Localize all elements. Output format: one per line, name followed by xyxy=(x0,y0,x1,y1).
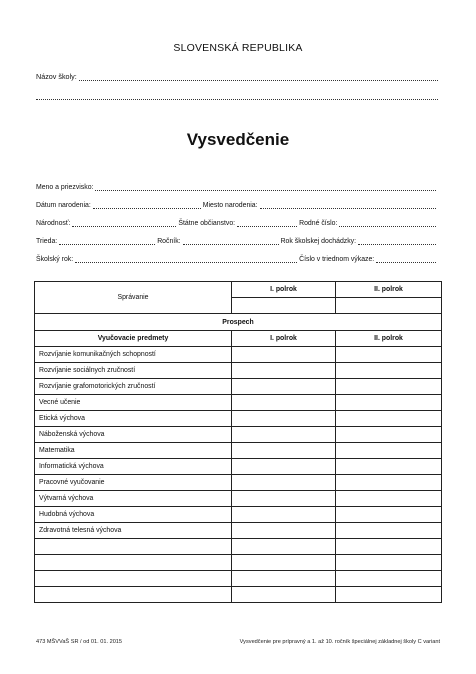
subject-half1-grade[interactable] xyxy=(232,379,336,395)
subject-row xyxy=(35,347,442,363)
subject-half1-grade[interactable] xyxy=(232,491,336,507)
subject-row xyxy=(35,587,442,603)
subject-name xyxy=(35,539,232,555)
attendance-year-label: Rok školskej dochádzky: xyxy=(280,238,357,245)
attendance-year-line xyxy=(358,237,436,245)
subject-half1-grade[interactable] xyxy=(232,475,336,491)
subject-half2-grade[interactable] xyxy=(336,395,442,411)
subject-row xyxy=(35,539,442,555)
subject-name: Informatická výchova xyxy=(35,459,232,475)
subject-row xyxy=(35,475,442,491)
subject-half1-grade[interactable] xyxy=(232,395,336,411)
subject-name: Rozvíjanie grafomotorických zručností xyxy=(35,379,232,395)
subject-half1-grade[interactable] xyxy=(232,427,336,443)
birth-number-label: Rodné číslo: xyxy=(299,220,338,227)
subject-name xyxy=(35,587,232,603)
subject-half1-grade[interactable] xyxy=(232,347,336,363)
subject-half2-grade[interactable] xyxy=(336,491,442,507)
subject-name xyxy=(35,571,232,587)
progress-label: Prospech xyxy=(35,314,442,331)
nationality-line xyxy=(72,219,176,227)
subject-half1-grade[interactable] xyxy=(232,571,336,587)
subject-name: Etická výchova xyxy=(35,411,232,427)
subject-half2-grade[interactable] xyxy=(336,587,442,603)
subject-name: Rozvíjanie komunikačných schopností xyxy=(35,347,232,363)
subject-row xyxy=(35,443,442,459)
subject-name: Náboženská výchova xyxy=(35,427,232,443)
citizenship-line xyxy=(237,219,297,227)
subject-half2-grade[interactable] xyxy=(336,427,442,443)
subjects-half1-header: I. polrok xyxy=(232,331,336,347)
subject-name: Matematika xyxy=(35,443,232,459)
school-name-line-2[interactable] xyxy=(36,92,438,100)
subject-half1-grade[interactable] xyxy=(232,587,336,603)
subject-half2-grade[interactable] xyxy=(336,363,442,379)
subject-name xyxy=(35,555,232,571)
subject-row xyxy=(35,395,442,411)
class-row[interactable] xyxy=(36,237,438,245)
subject-row xyxy=(35,363,442,379)
subject-name: Zdravotná telesná výchova xyxy=(35,523,232,539)
subject-half1-grade[interactable] xyxy=(232,443,336,459)
class-label: Trieda: xyxy=(36,238,58,245)
school-name-field[interactable] xyxy=(36,72,438,81)
subject-half1-grade[interactable] xyxy=(232,363,336,379)
subject-row xyxy=(35,571,442,587)
register-number-label: Číslo v triednom výkaze: xyxy=(299,256,375,263)
grade-label: Ročník: xyxy=(157,238,181,245)
document-title: Vysvedčenie xyxy=(186,130,290,149)
nationality-label: Národnosť: xyxy=(36,220,71,227)
subject-half2-grade[interactable] xyxy=(336,379,442,395)
subjects-half2-header: II. polrok xyxy=(336,331,442,347)
subject-row xyxy=(35,555,442,571)
subject-half1-grade[interactable] xyxy=(232,555,336,571)
behavior-label: Správanie xyxy=(35,282,232,314)
progress-row xyxy=(35,314,442,331)
footer-form-code: 473 MŠVVaŠ SR / od 01. 01. 2015 xyxy=(36,639,123,645)
subject-row xyxy=(35,411,442,427)
subjects-header: Vyučovacie predmety xyxy=(35,331,232,347)
nationality-row[interactable] xyxy=(36,219,438,227)
subject-row xyxy=(35,427,442,443)
subject-half2-grade[interactable] xyxy=(336,475,442,491)
subjects-header-row xyxy=(35,331,442,347)
subject-name: Výtvarná výchova xyxy=(35,491,232,507)
subject-half2-grade[interactable] xyxy=(336,507,442,523)
name-row[interactable] xyxy=(36,183,438,191)
school-name-line xyxy=(79,73,438,81)
birth-date-label: Dátum narodenia: xyxy=(36,202,91,209)
school-name-label: Názov školy: xyxy=(36,72,77,81)
subject-half2-grade[interactable] xyxy=(336,571,442,587)
birth-place-line xyxy=(260,201,436,209)
school-year-label: Školský rok: xyxy=(36,256,74,263)
grades-table xyxy=(34,281,442,603)
name-line xyxy=(95,183,436,191)
subject-half2-grade[interactable] xyxy=(336,443,442,459)
subject-half1-grade[interactable] xyxy=(232,507,336,523)
register-number-line xyxy=(376,255,436,263)
birth-number-line xyxy=(339,219,436,227)
subject-row xyxy=(35,379,442,395)
subject-half1-grade[interactable] xyxy=(232,539,336,555)
name-label: Meno a priezvisko: xyxy=(36,184,94,191)
subject-row xyxy=(35,523,442,539)
subject-half2-grade[interactable] xyxy=(336,555,442,571)
citizenship-label: Štátne občianstvo: xyxy=(178,220,236,227)
subject-name: Rozvíjanie sociálnych zručností xyxy=(35,363,232,379)
subject-half2-grade[interactable] xyxy=(336,459,442,475)
footer-description: Vysvedčenie pre prípravný a 1. až 10. ročník špeciálnej základnej školy C variant xyxy=(239,639,440,645)
behavior-header-row xyxy=(35,282,442,298)
school-year-line xyxy=(75,255,297,263)
birth-date-line xyxy=(93,201,201,209)
subject-half1-grade[interactable] xyxy=(232,523,336,539)
subject-row xyxy=(35,507,442,523)
half1-header: I. polrok xyxy=(232,282,336,298)
half2-header: II. polrok xyxy=(336,282,442,298)
subject-name: Hudobná výchova xyxy=(35,507,232,523)
birth-place-label: Miesto narodenia: xyxy=(202,202,258,209)
class-line xyxy=(59,237,155,245)
behavior-half2-cell[interactable] xyxy=(336,298,442,314)
subject-name: Vecné učenie xyxy=(35,395,232,411)
birth-row[interactable] xyxy=(36,201,438,209)
grade-line xyxy=(183,237,279,245)
country-heading: SLOVENSKÁ REPUBLIKA xyxy=(173,42,303,54)
subject-row xyxy=(35,459,442,475)
subject-half1-grade[interactable] xyxy=(232,411,336,427)
subject-half2-grade[interactable] xyxy=(336,523,442,539)
subject-half2-grade[interactable] xyxy=(336,539,442,555)
subject-row xyxy=(35,491,442,507)
subject-name: Pracovné vyučovanie xyxy=(35,475,232,491)
behavior-half1-cell[interactable] xyxy=(232,298,336,314)
subject-half2-grade[interactable] xyxy=(336,411,442,427)
school-year-row[interactable] xyxy=(36,255,438,263)
subject-half1-grade[interactable] xyxy=(232,459,336,475)
subject-half2-grade[interactable] xyxy=(336,347,442,363)
